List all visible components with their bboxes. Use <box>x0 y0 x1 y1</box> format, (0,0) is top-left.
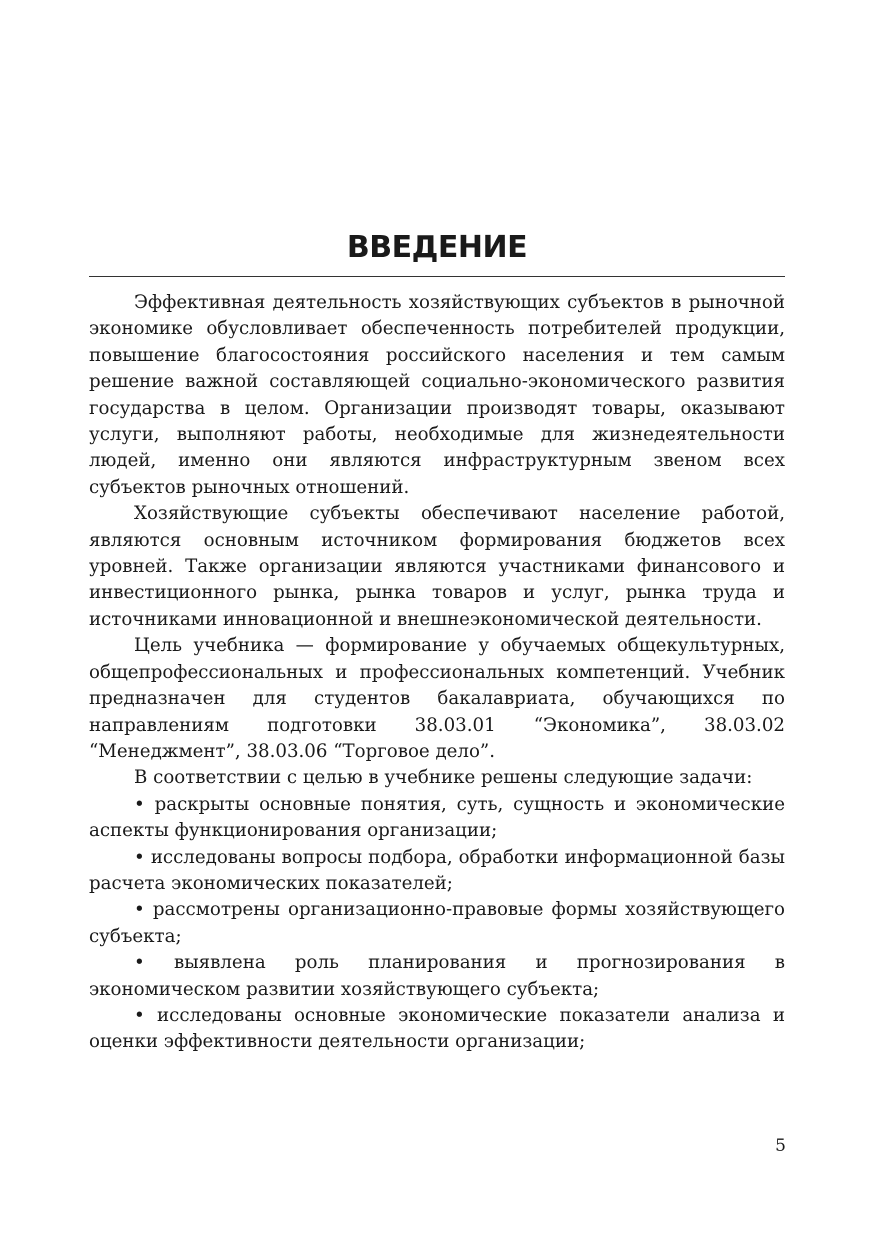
bullet-item <box>89 792 785 845</box>
bullet-text: рассмотрены организационно-правовые формы хозяйствующего субъекта; <box>89 899 785 947</box>
bullet-text: выявлена роль планирования и прогнозирования в экономическом развитии хозяйствующего субъекта; <box>89 952 785 1000</box>
page-title: ВВЕДЕНИЕ <box>346 230 528 265</box>
page-content <box>89 228 785 1056</box>
bullet-text: раскрыты основные понятия, суть, сущность и экономические аспекты функционирования организации; <box>89 793 785 842</box>
bullet-marker: • <box>134 1004 145 1026</box>
bullet-marker: • <box>134 846 145 868</box>
title-underline <box>89 276 785 277</box>
paragraph-3: Цель учебника — формирование у обучаемых общекультурных, общепрофессиональных и профессиональных компетенций. Учебник предназначен для студентов бакалавриата, обучающихся по направлениям подготовки 38.03.01 “Экономика”, 38.03.02 “Менеджмент”, 38.03.06 “Торговое дело”. <box>89 635 785 762</box>
bullet-text: исследованы вопросы подбора, обработки информационной базы расчета экономических показателей; <box>89 846 785 894</box>
bullet-text: исследованы основные экономические показатели анализа и оценки эффективности деятельности организации; <box>89 1004 785 1053</box>
paragraph-2: Хозяйствующие субъекты обеспечивают население работой, являются основным источником формирования бюджетов всех уровней. Также организации являются участниками финансового и инвестиционного рынка, рынка товаров и услуг, рынка труда и источниками инновационной и внешнеэкономической деятельности. <box>89 503 785 630</box>
bullet-marker: • <box>134 899 145 921</box>
bullet-item <box>89 1003 785 1056</box>
bullet-item <box>89 845 785 898</box>
bullet-item <box>89 897 785 950</box>
bullet-marker: • <box>134 793 145 815</box>
paragraph-1: Эффективная деятельность хозяйствующих субъектов в рыночной экономике обусловливает обеспеченность потребителей продукции, повышение благосостояния российского населения и тем самым решение важной составляющей социально-экономического развития государства в целом. Организации производят товары, оказывают услуги, выполняют работы, необходимые для жизнедеятельности людей, именно они являются инфраструктурным звеном всех субъектов рыночных отношений. <box>89 292 785 498</box>
page-number: 5 <box>775 1136 786 1156</box>
bullet-item <box>89 950 785 1003</box>
bullet-marker: • <box>134 952 145 974</box>
paragraph-4: В соответствии с целью в учебнике решены следующие задачи: <box>134 767 753 789</box>
body-text <box>89 290 785 1056</box>
